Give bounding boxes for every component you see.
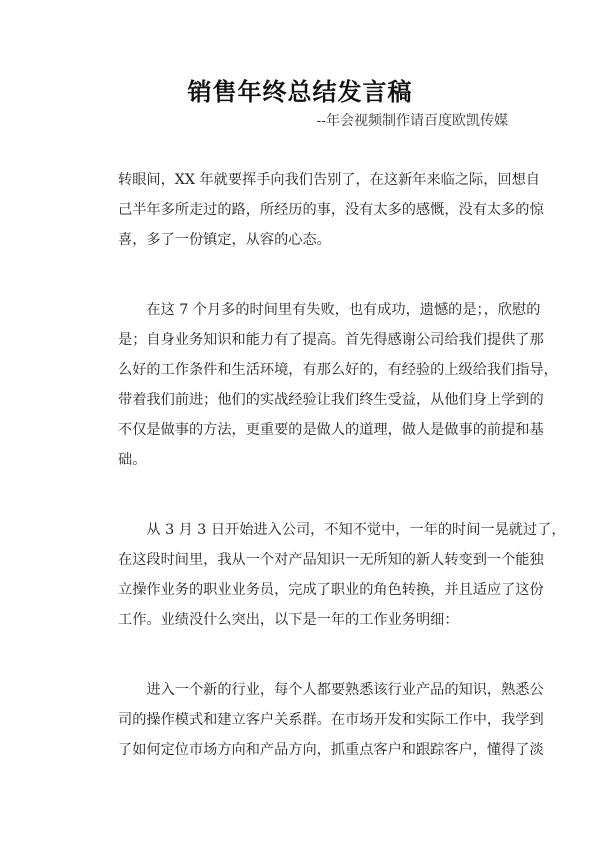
paragraph [118, 515, 566, 635]
paragraph [118, 295, 558, 475]
paragraph-line: 了如何定位市场方向和产品方向，抓重点客户和跟踪客户，懂得了淡 [118, 742, 544, 758]
paragraph-line: 己半年多所走过的路，所经历的事，没有太多的感慨，没有太多的惊 [118, 202, 544, 218]
paragraph-line: 转眼间，XX 年就要挥手向我们告别了，在这新年来临之际，回想自 [118, 172, 540, 188]
paragraph-line: 工作。业绩没什么突出，以下是一年的工作业务明细： [118, 612, 459, 628]
paragraph-line: 础。 [118, 452, 147, 468]
paragraph-line: 从 3 月 3 日开始进入公司，不知不觉中，一年的时间一晃就过了， [118, 522, 566, 538]
paragraph-line: 喜，多了一份镇定，从容的心态。 [118, 232, 331, 248]
document-subtitle: --年会视频制作请百度欧凯传媒 [316, 113, 508, 129]
paragraph-line: 不仅是做事的方法，更重要的是做人的道理，做人是做事的前提和基 [118, 422, 544, 438]
document-title: 销售年终总结发言稿 [187, 77, 413, 106]
paragraph-line: 带着我们前进；他们的实战经验让我们终生受益，从他们身上学到的 [118, 392, 544, 408]
paragraph-line: 是；自身业务知识和能力有了提高。首先得感谢公司给我们提供了那 [118, 332, 544, 348]
document-body [118, 165, 566, 805]
paragraph-line: 在这 7 个月多的时间里有失败，也有成功，遗憾的是；，欣慰的 [118, 302, 541, 318]
paragraph-line: 么好的工作条件和生活环境，有那么好的，有经验的上级给我们指导， [118, 362, 558, 378]
paragraph [118, 675, 544, 765]
paragraph-line: 立操作业务的职业业务员，完成了职业的角色转换，并且适应了这份 [118, 582, 544, 598]
paragraph [118, 165, 544, 255]
paragraph-line: 在这段时间里，我从一个对产品知识一无所知的新人转变到一个能独 [118, 552, 544, 568]
paragraph-line: 司的操作模式和建立客户关系群。在市场开发和实际工作中，我学到 [118, 712, 544, 728]
paragraph-line: 进入一个新的行业，每个人都要熟悉该行业产品的知识，熟悉公 [118, 682, 544, 698]
